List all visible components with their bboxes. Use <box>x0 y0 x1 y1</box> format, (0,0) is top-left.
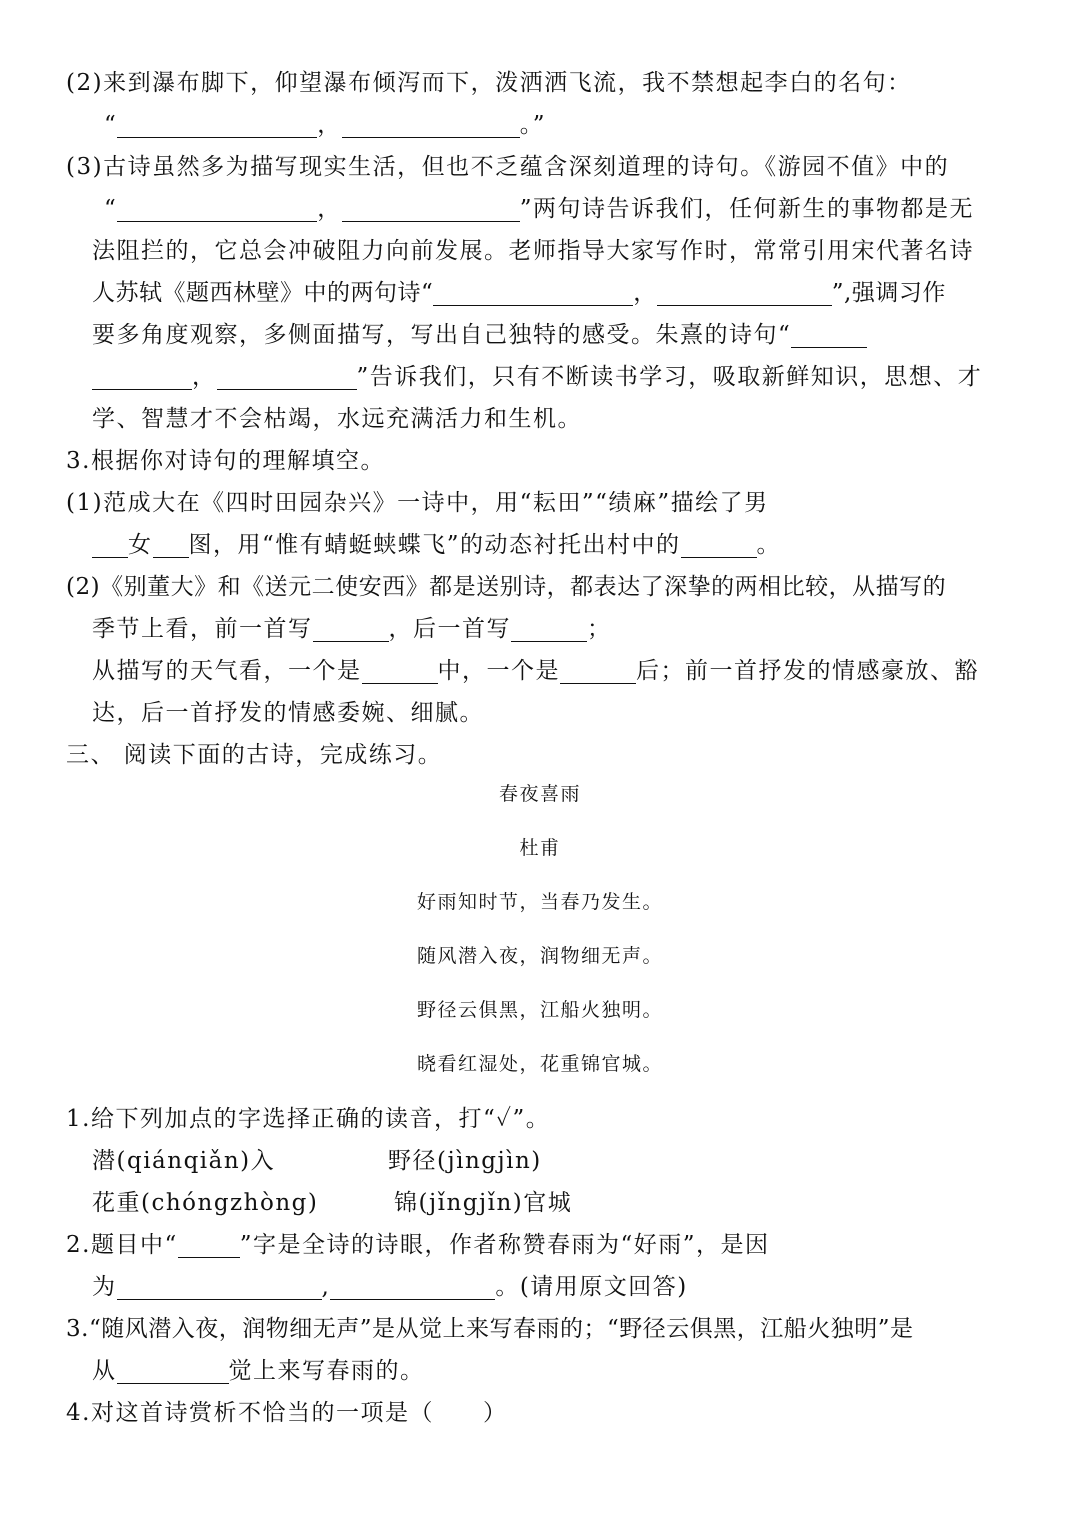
ex-q1-c[interactable]: 花重(chóngzhòng) <box>92 1190 319 1216</box>
text: ，后一首写 <box>388 616 511 642</box>
answer-blank[interactable] <box>117 199 317 222</box>
text: 图，用“惟有蜻蜓蛱蝶飞”的动态衬托出村中的 <box>188 532 681 558</box>
answer-blank[interactable] <box>342 199 520 222</box>
answer-blank[interactable] <box>178 1235 240 1258</box>
q3-p2-line4: 达，后一首抒发的情感委婉、细腻。 <box>92 700 484 726</box>
answer-blank[interactable] <box>511 619 587 642</box>
answer-blank[interactable] <box>92 367 192 390</box>
quote-end: 。” <box>519 112 547 138</box>
poem-line: 晓看红湿处，花重锦官城。 <box>416 1053 663 1075</box>
poem-title: 春夜喜雨 <box>498 783 581 805</box>
ex-q1-d[interactable]: 锦(jǐngjǐn)官城 <box>394 1190 573 1216</box>
text: 。(请用原文回答) <box>495 1274 688 1300</box>
comma: ， <box>317 112 342 138</box>
poem-line: 野径云俱黑，江船火独明。 <box>416 999 663 1021</box>
text: 2.题目中“ <box>66 1232 178 1258</box>
comma: ， <box>192 364 217 390</box>
section3-title: 三、 阅读下面的古诗，完成练习。 <box>66 742 443 768</box>
text: 觉上来写春雨的。 <box>228 1358 425 1384</box>
answer-blank[interactable] <box>681 535 757 558</box>
text: 人苏轼《题西林壁》中的两句诗“ <box>92 280 434 306</box>
q3-p2-line1: (2)《别董大》和《送元二使安西》都是送别诗，都表达了深挚的两相比较，从描写的 <box>66 574 947 600</box>
answer-blank[interactable] <box>117 115 317 138</box>
text: ”告诉我们，只有不断读书学习，吸取新鲜知识，思想、才 <box>356 364 983 390</box>
q3-p2-line2 <box>92 614 612 644</box>
q3-p1-line2 <box>92 530 781 560</box>
q3-p2-line3 <box>92 656 979 686</box>
ex-q1-a[interactable]: 潜(qiánqiǎn)入 <box>92 1148 276 1174</box>
quote-mark: “ <box>104 112 118 138</box>
answer-blank[interactable] <box>433 283 633 306</box>
answer-blank[interactable] <box>153 535 189 558</box>
q2-3-line5 <box>92 320 867 350</box>
answer-blank[interactable] <box>330 1277 495 1300</box>
ex-q3-line1: 3.“随风潜入夜，润物细无声”是从觉上来写春雨的；“野径云俱黑，江船火独明”是 <box>66 1316 914 1342</box>
text: ； <box>587 616 612 642</box>
q2-3-line7: 学、智慧才不会枯竭，水远充满活力和生机。 <box>92 406 582 432</box>
text: 为 <box>92 1274 117 1300</box>
text: ”,强调习作 <box>831 280 946 306</box>
ex-q1: 1.给下列加点的字选择正确的读音，打“✓”。 <box>66 1106 551 1132</box>
answer-blank[interactable] <box>342 115 520 138</box>
q2-3-line4 <box>92 278 946 308</box>
answer-blank[interactable] <box>117 1277 322 1300</box>
q2-3-line1: (3)古诗虽然多为描写现实生活，但也不乏蕴含深刻道理的诗句。《游园不值》中的 <box>66 154 950 180</box>
poem-line: 好雨知时节，当春乃发生。 <box>416 891 663 913</box>
q2-2-line1: (2)来到瀑布脚下，仰望瀑布倾泻而下，泼洒洒飞流，我不禁想起李白的名句： <box>66 70 912 96</box>
quote-mark: “ <box>104 196 118 222</box>
text: 。 <box>756 532 782 558</box>
answer-blank[interactable] <box>92 535 128 558</box>
poem-author: 杜甫 <box>519 837 561 859</box>
ex-q4: 4.对这首诗赏析不恰当的一项是（ ） <box>66 1400 508 1426</box>
answer-blank[interactable] <box>791 325 867 348</box>
answer-blank[interactable] <box>217 367 357 390</box>
ex-q1-b[interactable]: 野径(jìngjìn) <box>388 1148 542 1174</box>
ex-q2-line2 <box>92 1272 688 1302</box>
text: 后；前一首抒发的情感豪放、豁 <box>636 658 979 684</box>
comma: ， <box>317 196 342 222</box>
q2-3-line6 <box>92 362 982 392</box>
text: 从 <box>92 1358 117 1384</box>
q2-3-line3: 法阻拦的，它总会冲破阻力向前发展。老师指导大家写作时，常常引用宋代著名诗 <box>92 238 974 264</box>
answer-blank[interactable] <box>362 661 438 684</box>
ex-q3-line2 <box>92 1356 425 1386</box>
q2-3-line2 <box>104 194 974 224</box>
text: ”字是全诗的诗眼，作者称赞春雨为“好雨”，是因 <box>239 1232 770 1258</box>
comma: , <box>321 1274 331 1300</box>
q2-2-line2 <box>104 110 546 140</box>
text: 从描写的天气看，一个是 <box>92 658 362 684</box>
q3-title: 3.根据你对诗句的理解填空。 <box>66 448 385 474</box>
text: ”两句诗告诉我们，任何新生的事物都是无 <box>519 196 975 222</box>
text: 中，一个是 <box>437 658 560 684</box>
poem-line: 随风潜入夜，润物细无声。 <box>416 945 663 967</box>
q3-p1-line1: (1)范成大在《四时田园杂兴》一诗中，用“耘田”“绩麻”描绘了男 <box>66 490 769 516</box>
text: 要多角度观察，多侧面描写，写出自己独特的感受。朱熹的诗句“ <box>92 322 792 348</box>
comma: ， <box>633 280 657 306</box>
ex-q2-line1 <box>66 1230 769 1260</box>
text: 女 <box>128 532 153 558</box>
answer-blank[interactable] <box>657 283 832 306</box>
answer-blank[interactable] <box>117 1361 229 1384</box>
answer-blank[interactable] <box>560 661 636 684</box>
answer-blank[interactable] <box>313 619 389 642</box>
text: 季节上看，前一首写 <box>92 616 313 642</box>
